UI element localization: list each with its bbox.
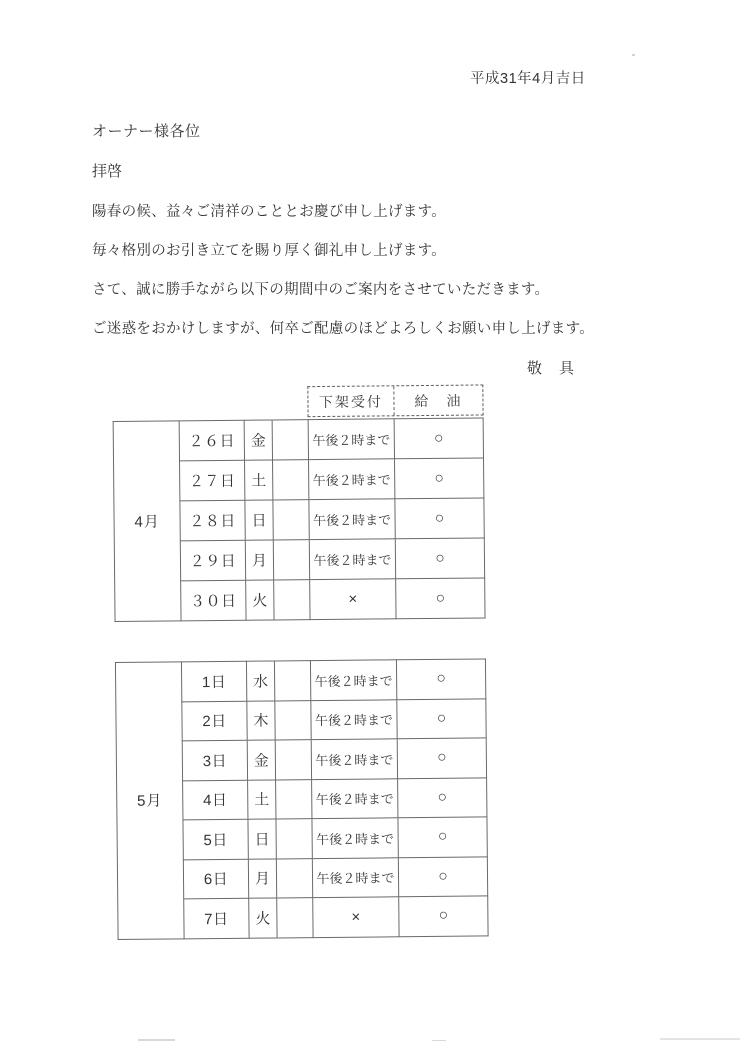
scan-artifact-line bbox=[432, 1040, 446, 1041]
date-cell: 1日 bbox=[181, 661, 246, 701]
schedule-table-may bbox=[115, 658, 489, 939]
recipient-line: オーナー様各位 bbox=[92, 123, 201, 140]
kyuyu-cell: ○ bbox=[396, 659, 485, 699]
geka-uketsuke-cell: 午後２時まで bbox=[312, 778, 398, 818]
kyuyu-cell: ○ bbox=[397, 738, 486, 778]
geka-uketsuke-cell: 午後２時まで bbox=[311, 699, 397, 739]
blank-cell bbox=[274, 661, 310, 701]
blank-cell bbox=[276, 858, 312, 898]
kyuyu-cell: ○ bbox=[395, 458, 484, 499]
geka-uketsuke-cell: 午後２時まで bbox=[310, 660, 396, 700]
table-row bbox=[115, 659, 485, 702]
body-paragraph-2: 毎々格別のお引き立てを賜り厚く御礼申し上げます。 bbox=[92, 243, 447, 259]
kyuyu-cell: ○ bbox=[398, 856, 487, 896]
geka-uketsuke-cell: 午後２時まで bbox=[309, 499, 395, 540]
schedule-header bbox=[307, 384, 483, 417]
weekday-cell: 火 bbox=[246, 580, 274, 620]
kyuyu-cell: ○ bbox=[398, 777, 487, 817]
weekday-cell: 金 bbox=[244, 420, 272, 460]
weekday-cell: 木 bbox=[247, 700, 275, 740]
body-paragraph-1: 陽春の候、益々ご清祥のこととお慶び申し上げます。 bbox=[92, 204, 447, 220]
date-cell: 2日 bbox=[182, 701, 247, 741]
date-cell: 5日 bbox=[183, 819, 248, 859]
date-cell: ３０日 bbox=[181, 580, 246, 621]
date-cell: ２８日 bbox=[180, 500, 245, 541]
blank-cell bbox=[272, 420, 308, 460]
blank-cell bbox=[274, 580, 310, 620]
schedule-area bbox=[112, 384, 489, 948]
schedule-table-april bbox=[113, 417, 486, 622]
kyuyu-cell: ○ bbox=[395, 498, 484, 539]
weekday-cell: 金 bbox=[247, 740, 275, 780]
header-kyuyu: 給 油 bbox=[393, 385, 482, 415]
date-cell: 3日 bbox=[182, 740, 247, 780]
date-cell: ２９日 bbox=[180, 540, 245, 581]
date-cell: ２６日 bbox=[179, 420, 244, 461]
closing-word: 敬 具 bbox=[527, 360, 576, 377]
geka-uketsuke-cell: 午後２時まで bbox=[312, 818, 398, 858]
date-cell: ２７日 bbox=[180, 460, 245, 501]
geka-uketsuke-cell: × bbox=[310, 579, 396, 620]
month-cell: 5月 bbox=[115, 662, 184, 939]
table-row bbox=[113, 418, 483, 462]
salutation: 拝啓 bbox=[92, 163, 123, 180]
geka-uketsuke-cell: 午後２時まで bbox=[311, 739, 397, 779]
kyuyu-cell: ○ bbox=[394, 418, 483, 459]
blank-cell bbox=[276, 779, 312, 819]
blank-cell bbox=[277, 898, 313, 938]
weekday-cell: 月 bbox=[245, 540, 273, 580]
header-geka-uketsuke: 下架受付 bbox=[318, 392, 384, 410]
weekday-cell: 土 bbox=[248, 779, 276, 819]
scan-artifact-dot bbox=[632, 54, 635, 56]
geka-uketsuke-cell: 午後２時まで bbox=[312, 857, 398, 897]
kyuyu-cell: ○ bbox=[397, 698, 486, 738]
weekday-cell: 火 bbox=[249, 898, 277, 938]
weekday-cell: 日 bbox=[245, 500, 273, 540]
body-paragraph-3: さて、誠に勝手ながら以下の期間中のご案内をさせていただきます。 bbox=[92, 282, 550, 298]
month-cell: 4月 bbox=[113, 421, 181, 622]
weekday-cell: 土 bbox=[245, 460, 273, 500]
weekday-cell: 月 bbox=[248, 858, 276, 898]
date-cell: 4日 bbox=[183, 780, 248, 820]
kyuyu-cell: ○ bbox=[395, 538, 484, 579]
geka-uketsuke-cell: × bbox=[313, 897, 399, 937]
weekday-cell: 日 bbox=[248, 819, 276, 859]
kyuyu-cell: ○ bbox=[396, 578, 485, 619]
blank-cell bbox=[273, 460, 309, 500]
kyuyu-cell: ○ bbox=[399, 896, 488, 936]
geka-uketsuke-cell: 午後２時まで bbox=[309, 459, 395, 500]
geka-uketsuke-cell: 午後２時まで bbox=[308, 419, 394, 460]
blank-cell bbox=[276, 819, 312, 859]
scan-artifact-line bbox=[138, 1039, 175, 1041]
weekday-cell: 水 bbox=[246, 661, 274, 701]
blank-cell bbox=[275, 740, 311, 780]
date-cell: 7日 bbox=[184, 898, 249, 938]
blank-cell bbox=[273, 540, 309, 580]
document-date: 平成31年4月吉日 bbox=[470, 71, 586, 87]
geka-uketsuke-cell: 午後２時まで bbox=[309, 539, 395, 580]
body-paragraph-4: ご迷惑をおかけしますが、何卒ご配慮のほどよろしくお願い申し上げます。 bbox=[92, 321, 595, 337]
scan-artifact-line bbox=[660, 1038, 740, 1040]
blank-cell bbox=[275, 700, 311, 740]
kyuyu-cell: ○ bbox=[398, 817, 487, 857]
date-cell: 6日 bbox=[183, 859, 248, 899]
blank-cell bbox=[273, 500, 309, 540]
